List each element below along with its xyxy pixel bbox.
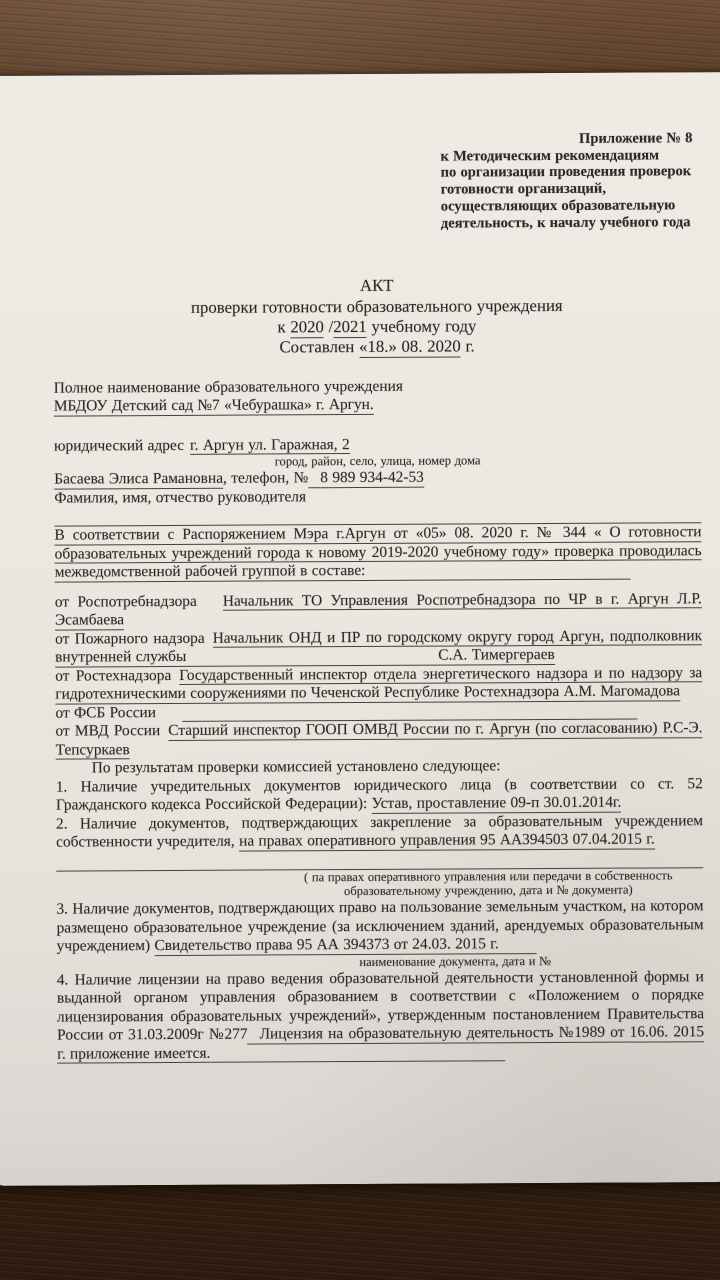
composed-prefix: Составлен bbox=[279, 337, 360, 357]
commission-list bbox=[55, 590, 703, 760]
address-value: г. Аргун ул. Гаражная, 2 bbox=[189, 435, 350, 454]
director-phone: 8 989 934-42-53 bbox=[320, 469, 424, 487]
blank-underline bbox=[308, 472, 320, 488]
finding-hint-line: образовательному учреждению, дата и № документа) bbox=[343, 883, 633, 899]
composed-date: «18.» 08. 2020 bbox=[359, 336, 461, 357]
finding-entry: Лицензия на образовательную деятельность №1989 от 16.06. 2015 г. приложение имеется. bbox=[57, 1023, 705, 1063]
composed-suffix: г. bbox=[460, 336, 475, 356]
blank-underline bbox=[186, 649, 438, 667]
act-subheading: проверки готовности образовательного учреждения bbox=[190, 295, 563, 317]
appendix-line: к Методическим рекомендациям bbox=[440, 147, 660, 165]
address-hint: город, район, село, улица, номер дома bbox=[274, 453, 481, 469]
finding-paragraph bbox=[56, 897, 703, 956]
commission-label: от ФСБ России bbox=[55, 703, 157, 722]
finding-hint bbox=[273, 868, 703, 899]
finding-entry: на правах оперативного управления 95 АА394503 07.04.2015 г. bbox=[239, 830, 655, 850]
year-suffix: учебному году bbox=[366, 316, 477, 336]
document-content bbox=[0, 72, 720, 1186]
commission-label: от Пожарного надзора bbox=[55, 629, 205, 648]
finding-text: 1. Наличие учредительных документов юридического лица (в соответствии со ст. 52 Гражданского кодекса Российской Федерации): bbox=[55, 775, 703, 814]
commission-row bbox=[55, 627, 702, 667]
full-name-label: Полное наименование образовательного учреждения bbox=[53, 377, 403, 397]
document-paper bbox=[0, 72, 720, 1186]
blank-underline bbox=[365, 563, 630, 581]
finding-entry: Устав, проставление 09-п 30.01.2014г. bbox=[371, 793, 622, 813]
address-label: юридический адрес bbox=[53, 436, 185, 455]
appendix-number: Приложение № 8 bbox=[578, 130, 693, 147]
act-heading: АКТ bbox=[359, 276, 394, 296]
commission-value: Начальник ТО Управления Роспотребнадзора по ЧР в г. Аргун Л.Р. Эсамбаева bbox=[54, 590, 702, 629]
blank-underline bbox=[248, 1028, 260, 1044]
year-from: 2020 bbox=[290, 317, 324, 337]
full-name-value: МБДОУ Детский сад №7 «Чебурашка» г. Аргун. bbox=[53, 396, 374, 415]
director-name: Басаева Элиса Рамановна bbox=[54, 470, 224, 488]
full-name-line bbox=[54, 395, 701, 417]
director-hint: Фамилия, имя, отчество руководителя bbox=[54, 488, 307, 507]
finding-text: 3. Наличие документов, подтверждающих право на пользование земельным участком, на котором размещено образовательное учреждение (за исключением зданий, арендуемых образовательным учреждением) bbox=[56, 897, 704, 955]
appendix-line: деятельность, к началу учебного года bbox=[440, 213, 691, 232]
basis-paragraph bbox=[54, 524, 701, 583]
appendix-line: готовности организаций, bbox=[440, 180, 607, 198]
director-phone-label: , телефон, № bbox=[222, 469, 309, 488]
finding-hint-line: ( па правах оперативного управления или передачи в собственность bbox=[303, 868, 673, 885]
finding-hint: наименование документа, дата и № bbox=[359, 953, 552, 969]
year-to: 2021 bbox=[333, 316, 367, 337]
finding-entry: Свидетельство права 95 АА 394373 от 24.03. 2015 г. bbox=[154, 935, 499, 955]
results-intro: По результатам проверки комиссией установлено следующее: bbox=[91, 757, 501, 777]
finding-paragraph bbox=[56, 775, 703, 815]
commission-value: Старший инспектор ГООП ОМВД России по г. Аргун (по согласованию) Р.С-Э. Тепсуркаев bbox=[55, 719, 703, 759]
appendix-line: по организации проведения проверок bbox=[440, 163, 692, 181]
appendix-line: осуществляющих образовательную bbox=[440, 197, 676, 215]
blank-underline bbox=[210, 1045, 505, 1063]
finding-paragraph bbox=[57, 968, 704, 1064]
commission-signee: С.А. Тимергераев bbox=[438, 646, 555, 664]
year-separator: / bbox=[323, 317, 334, 337]
finding-text: 2. Наличие документов, подтверждающих закрепление за образовательным учреждением собственности учредителя, bbox=[55, 812, 704, 851]
act-title-block bbox=[53, 274, 700, 359]
finding-text: 4. Наличие лицензии на право ведения образовательной деятельности установленной формы и выданной органом управления образованием в соответствии с «Положением о порядке лицензирования образовательных учреждений», утвержденным постановлением Правительства России от 31.03.2009г №277 bbox=[56, 967, 705, 1044]
commission-label: от Роспотребнадзора bbox=[54, 592, 197, 611]
commission-row bbox=[55, 590, 702, 630]
composed-date-line bbox=[53, 336, 700, 360]
basis-text: В соответствии с Распоряжением Мэра г.Аргун от «05» 08. 2020 г. № 344 « О готовности образовательных учреждений города к новому 2019-2020 учебному году» проверка проводилась межведомственной рабочей группой в составе: bbox=[54, 523, 702, 581]
commission-row bbox=[55, 720, 702, 760]
commission-row bbox=[55, 664, 702, 704]
commission-value: Начальник ОНД и ПР по городскому округу город Аргун, подполковник внутренней службы bbox=[55, 627, 703, 666]
commission-label: от МВД России bbox=[55, 722, 161, 740]
commission-value: Государственный инспектор отдела энергетического надзора и по надзору за гидротехническими сооружениями по Чеченской Республике Ростехнадзора А.М. Магомадова bbox=[55, 664, 703, 703]
blank-underline bbox=[499, 937, 537, 954]
finding-paragraph bbox=[56, 812, 703, 852]
commission-label: от Ростехнадзора bbox=[55, 666, 172, 685]
appendix-block bbox=[440, 130, 699, 232]
year-prefix: к bbox=[277, 317, 291, 337]
